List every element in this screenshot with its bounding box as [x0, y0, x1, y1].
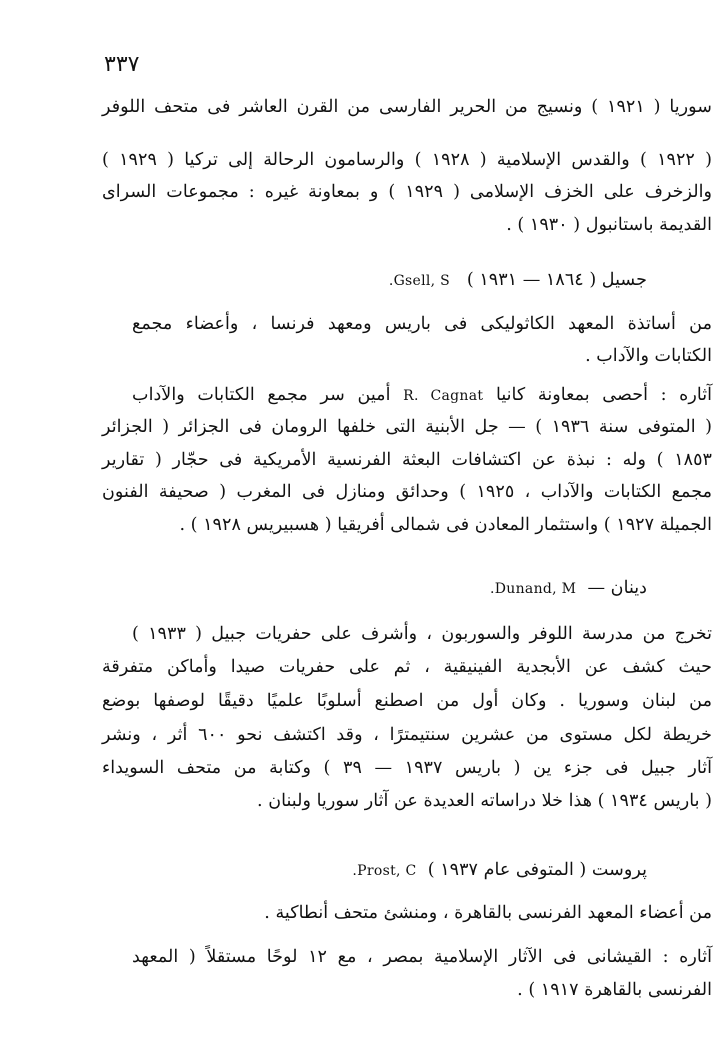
text-line: الفرنسى بالقاهرة ١٩١٧ ) . [517, 980, 712, 1000]
text-line: ( باريس ١٩٣٤ ) هذا خلا دراساته العديدة عن آثار سوريا ولبنان . [257, 791, 712, 811]
text-line: مجمع الكتابات والآداب ، ١٩٢٥ ) وحدائق ومنازل فى المغرب ( صحيفة الفنون [102, 482, 713, 502]
text-line: خريطة لكل مستوى من عشرين سنتيمترًا ، وقد اكتشف نحو ٦٠٠ أثر ، ونشر [102, 725, 713, 745]
heading-latin-name: Gsell, S. [388, 273, 451, 289]
latin-name-cagnat: R. Cagnat [403, 388, 484, 404]
text-line: ١٨٥٣ ) وله : نبذة عن اكتشافات البعثة الفرنسية الأمريكية فى حجّار ( تقارير [102, 450, 712, 470]
heading-arabic: پروست ( المتوفى عام ١٩٣٧ ) [427, 860, 647, 880]
text-line: ( ١٩٢٢ ) والقدس الإسلامية ( ١٩٢٨ ) والرسامون الرحالة إلى تركيا ( ١٩٢٩ ) [102, 150, 712, 170]
heading-latin-name: Dunand, M. [490, 581, 577, 597]
text-line: حيث كشف عن الأبجدية الفينيقية ، ثم على حفريات صيدا وأماكن متفرقة [102, 657, 712, 677]
text-line [132, 381, 712, 410]
text-line: من أساتذة المعهد الكاثوليكى فى باريس ومعهد فرنسا ، وأعضاء مجمع [132, 314, 712, 334]
text-line: آثار جبيل فى جزء ين ( باريس ١٩٣٧ — ٣٩ ) وكتابة من متحف السويداء [102, 758, 712, 778]
text-line: القديمة باستانبول ( ١٩٣٠ ) . [506, 215, 712, 235]
heading-arabic: دينان — [587, 578, 647, 598]
text-line: ( المتوفى سنة ١٩٣٦ ) — جل الأبنية التى خلفها الرومان فى الجزائر ( الجزائر [102, 417, 712, 437]
text-line: الجميلة ١٩٢٧ ) واستثمار المعادن فى شمالى أفريقيا ( هسبيريس ١٩٢٨ ) . [179, 515, 712, 535]
entry-heading-gsell [389, 266, 647, 295]
entry-heading-prost [352, 856, 647, 885]
text-line: تخرج من مدرسة اللوفر والسوربون ، وأشرف على حفريات جبيل ( ١٩٣٣ ) [132, 624, 712, 644]
entry-heading-dunand [490, 574, 647, 603]
text-line: آثاره : القيشانى فى الآثار الإسلامية بمصر ، مع ١٢ لوحًا مستقلاً ( المعهد [132, 947, 713, 967]
works-intro: آثاره : أحصى بمعاونة كانيا [495, 385, 713, 405]
heading-arabic: جسيل ( ١٨٦٤ — ١٩٣١ ) [466, 270, 647, 290]
text-line: من أعضاء المعهد الفرنسى بالقاهرة ، ومنشئ متحف أنطاكية . [264, 903, 712, 923]
works-intro-cont: أمين سر مجمع الكتابات والآداب [132, 385, 391, 405]
heading-latin-name: Prost, C. [352, 863, 417, 879]
text-line: والزخرف على الخزف الإسلامى ( ١٩٢٩ ) و بمعاونة غيره : مجموعات السراى [102, 182, 712, 202]
text-line: من لبنان وسوريا . وكان أول من اصطنع أسلوبًا علميًا دقيقًا لوصفها بوضع [102, 691, 712, 711]
page-number: ٣٣٧ [104, 52, 140, 77]
text-line: الكتابات والآداب . [585, 346, 712, 366]
text-line: سوريا ( ١٩٢١ ) ونسيج من الحرير الفارسى من القرن العاشر فى متحف اللوفر [102, 97, 712, 117]
